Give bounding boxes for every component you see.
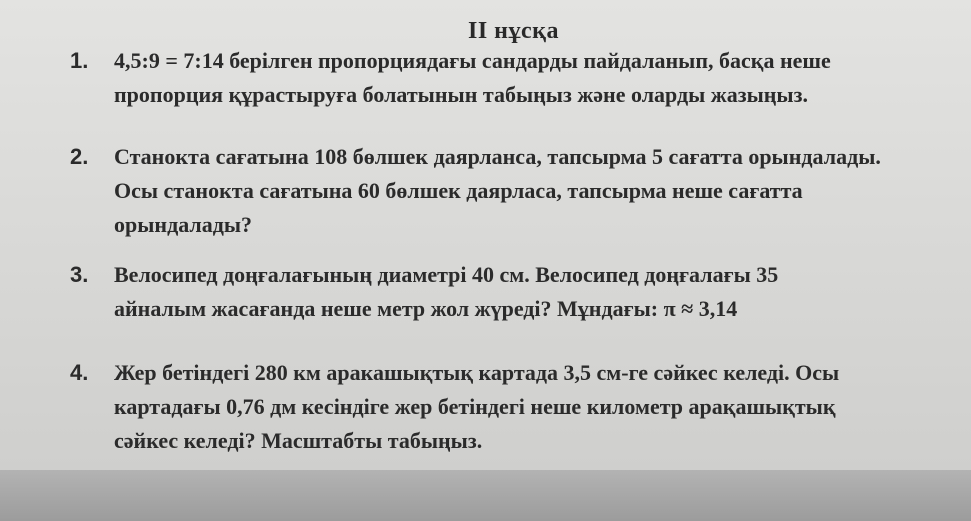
task-line: Станокта сағатына 108 бөлшек даярланса, тапсырма 5 сағатта орындалады. [114,144,881,169]
task-line: орындалады? [114,212,253,237]
task-text [114,258,950,326]
task-line: айналым жасағанда неше метр жол жүреді? Мұндағы: π ≈ 3,14 [114,296,738,321]
task-line: картадағы 0,76 дм кесіндіге жер бетіндегі неше километр арақашықтық [114,394,836,419]
page-background [0,470,971,521]
task-line: сәйкес келеді? Масштабты табыңыз. [114,428,483,453]
task-text [114,44,950,112]
task-number: 1. [70,48,89,73]
task-line: Велосипед доңғалағының диаметрі 40 см. Велосипед доңғалағы 35 [114,262,779,287]
task-line: Жер бетіндегі 280 км аракашықтық картада 3,5 см-ге сәйкес келеді. Осы [114,360,840,385]
variant-title: II нұсқа [468,18,559,44]
task-text [114,140,950,242]
task-line: 4,5:9 = 7:14 берілген пропорциядағы сандарды пайдаланып, басқа неше [114,48,831,73]
task-item [70,140,950,242]
task-number: 2. [70,144,89,169]
task-line: пропорция құрастыруға болатынын табыңыз және оларды жазыңыз. [114,82,808,107]
task-item [70,44,950,112]
task-text [114,356,950,458]
task-number: 3. [70,262,89,287]
task-line: Осы станокта сағатына 60 бөлшек даярласа, тапсырма неше сағатта [114,178,803,203]
task-item [70,258,950,326]
task-item [70,356,950,458]
task-number: 4. [70,360,89,385]
